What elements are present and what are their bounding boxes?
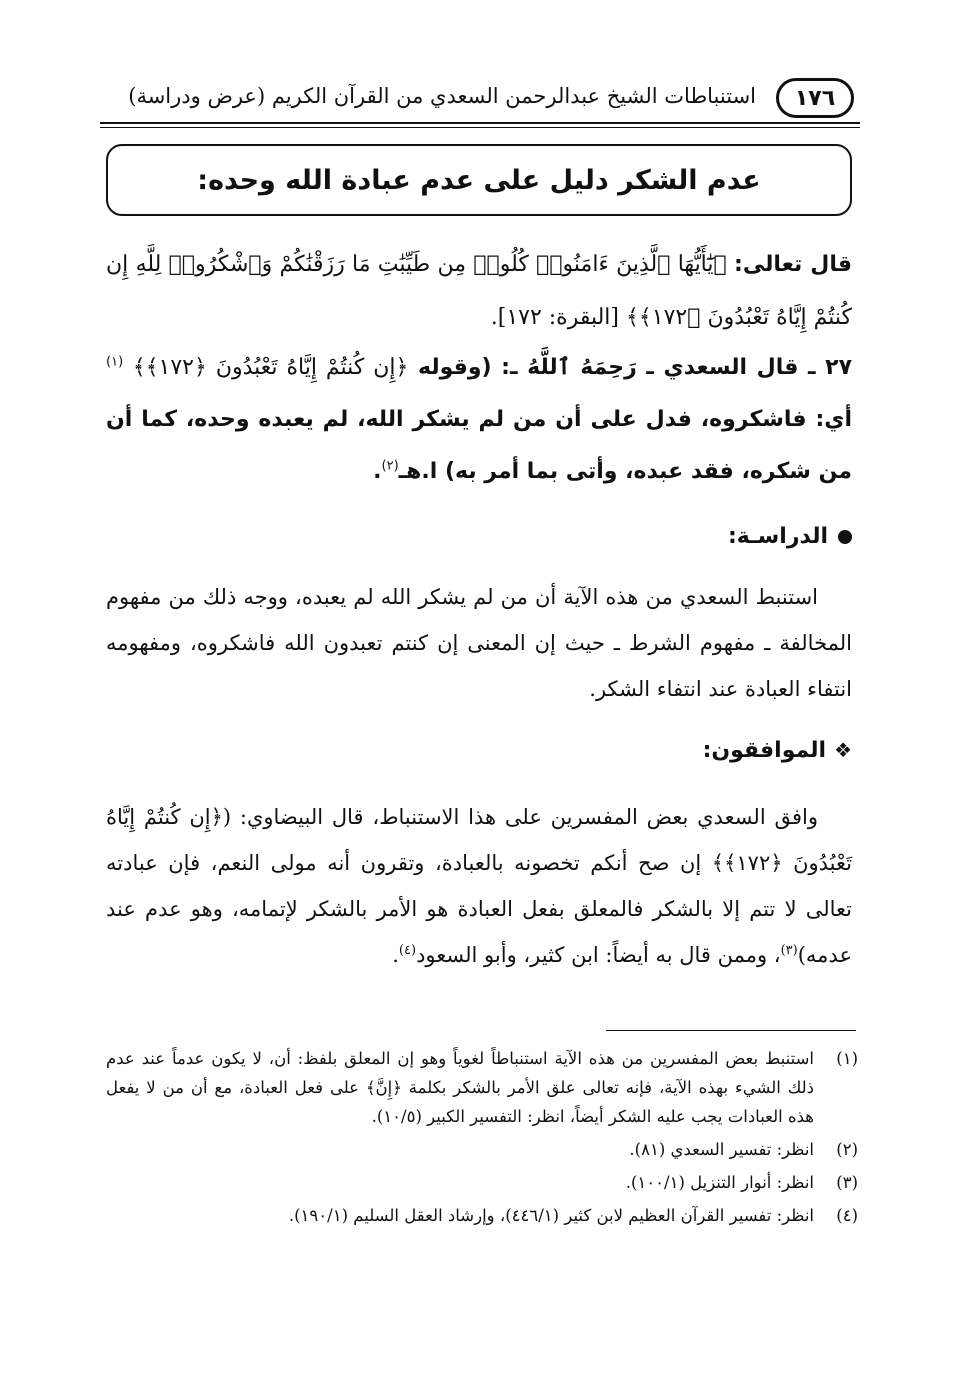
footnote-text: استنبط بعض المفسرين من هذه الآية استنباطاً لغوياً وهو إن المعلق بلفظ: أن، لا يكون عدماً عند عدم ذلك الشيء بهذه الآية، فإنه تعالى علق الأمر بالشكر بكلمة ﴿إِنَّ﴾ على فعل العبادة، مع أن من لا يفعل هذه العبادات يجب عليه الشكر أيضاً، انظر: التفسير الكبير (١٠/٥). (106, 1049, 814, 1126)
page-number-badge: ١٧٦ (776, 78, 854, 118)
bullet-dot-icon (838, 530, 852, 544)
running-title: استنباطات الشيخ عبدالرحمن السعدي من القرآن الكريم (عرض ودراسة) (128, 84, 756, 108)
quote-body: أي: فاشكروه، فدل على أن من لم يشكر الله، لم يعبده وحده، كما أن من شكره، فقد عبده، وأتى بما أمر به) ا.هـ (106, 407, 852, 484)
verse-lead: قال تعالى: (734, 252, 853, 277)
diamond-cluster-icon: ❖ (834, 738, 852, 762)
footnote (106, 1044, 858, 1131)
section-title: عدم الشكر دليل على عدم عبادة الله وحده: (197, 164, 761, 196)
footnote-ref-3[interactable]: (٣) (780, 943, 798, 958)
verse-reference: [البقرة: ١٧٢]. (490, 305, 620, 330)
footnote-number: (١) (836, 1049, 858, 1068)
study-paragraph: استنبط السعدي من هذه الآية أن من لم يشكر الله لم يعبده، ووجه ذلك من مفهوم المخالفة ـ مفهوم الشرط ـ حيث إن المعنى إن كنتم تعبدون الله فاشكروه، ومفهومه انتفاء العبادة عند انتفاء الشكر. (106, 585, 852, 701)
verse-ayah: ﴿يَٰٓأَيُّهَا ٱلَّذِينَ ءَامَنُوا۟ كُلُوا۟ مِن طَيِّبَٰتِ مَا رَزَقْنَٰكُمْ وَٱشْكُرُوا۟ لِلَّهِ إِن كُنتُمْ إِيَّاهُ تَعْبُدُونَ ﴿١٧٢﴾﴾ (106, 252, 852, 330)
footnote-text: انظر: تفسير السعدي (٨١). (629, 1140, 814, 1159)
agreeing-end: . (392, 943, 399, 967)
footnote-number: (٢) (836, 1140, 858, 1159)
footnote-ref-4[interactable]: (٤) (398, 943, 417, 958)
footnote-number: (٣) (836, 1173, 858, 1192)
footnote-text: انظر: أنوار التنزيل (١٠٠/١). (625, 1173, 814, 1192)
section-title-box (106, 144, 852, 216)
page-header (100, 72, 860, 128)
saadi-quote (106, 342, 852, 498)
footnote-text: انظر: تفسير القرآن العظيم لابن كثير (٤٤٦/١)، وإرشاد العقل السليم (١٩٠/١). (288, 1206, 814, 1225)
agreeing-part3: ، وممن قال به أيضاً: ابن كثير، وأبو السعود (416, 943, 781, 967)
footnote-ref-1[interactable]: (١) (106, 354, 124, 370)
agreeing-heading (106, 738, 852, 763)
footnote-number: (٤) (836, 1206, 858, 1225)
footnote-divider (606, 1030, 856, 1031)
footnote (106, 1135, 858, 1164)
header-divider-thin (100, 127, 860, 128)
agreeing-part1: وافق السعدي بعض المفسرين على هذا الاستنباط، قال البيضاوي: ( (222, 805, 818, 829)
study-heading-text: الدراسـة: (727, 524, 828, 549)
verse-block (106, 238, 852, 344)
footnote (106, 1201, 858, 1230)
agreeing-part2: إن صح أنكم تخصونه بالعبادة، وتقرون أنه مولى النعم، فإن عبادته تعالى لا تتم إلا بالشكر فالمعلق بفعل العبادة هو الأمر بالشكر لإتمامه، وهو عدم عند عدمه) (106, 851, 852, 967)
agreeing-ayah: ﴿إِن كُنتُمْ إِيَّاهُ تَعْبُدُونَ ﴿١٧٢﴾﴾ (106, 805, 852, 875)
footnotes (106, 1044, 858, 1234)
header-divider (100, 122, 860, 124)
footnote-ref-2[interactable]: (٢) (381, 458, 399, 474)
quote-ayah: ﴿إِن كُنتُمْ إِيَّاهُ تَعْبُدُونَ ﴿١٧٢﴾﴾ (132, 355, 409, 380)
quote-intro: ٢٧ ـ قال السعدي ـ رَحِمَهُ ٱللَّهُ ـ: (وقوله (418, 355, 852, 380)
agreeing-heading-text: الموافقون: (702, 738, 827, 763)
study-heading (106, 524, 852, 549)
quote-end: . (373, 459, 382, 484)
footnote (106, 1168, 858, 1197)
agreeing-paragraph (106, 794, 852, 978)
